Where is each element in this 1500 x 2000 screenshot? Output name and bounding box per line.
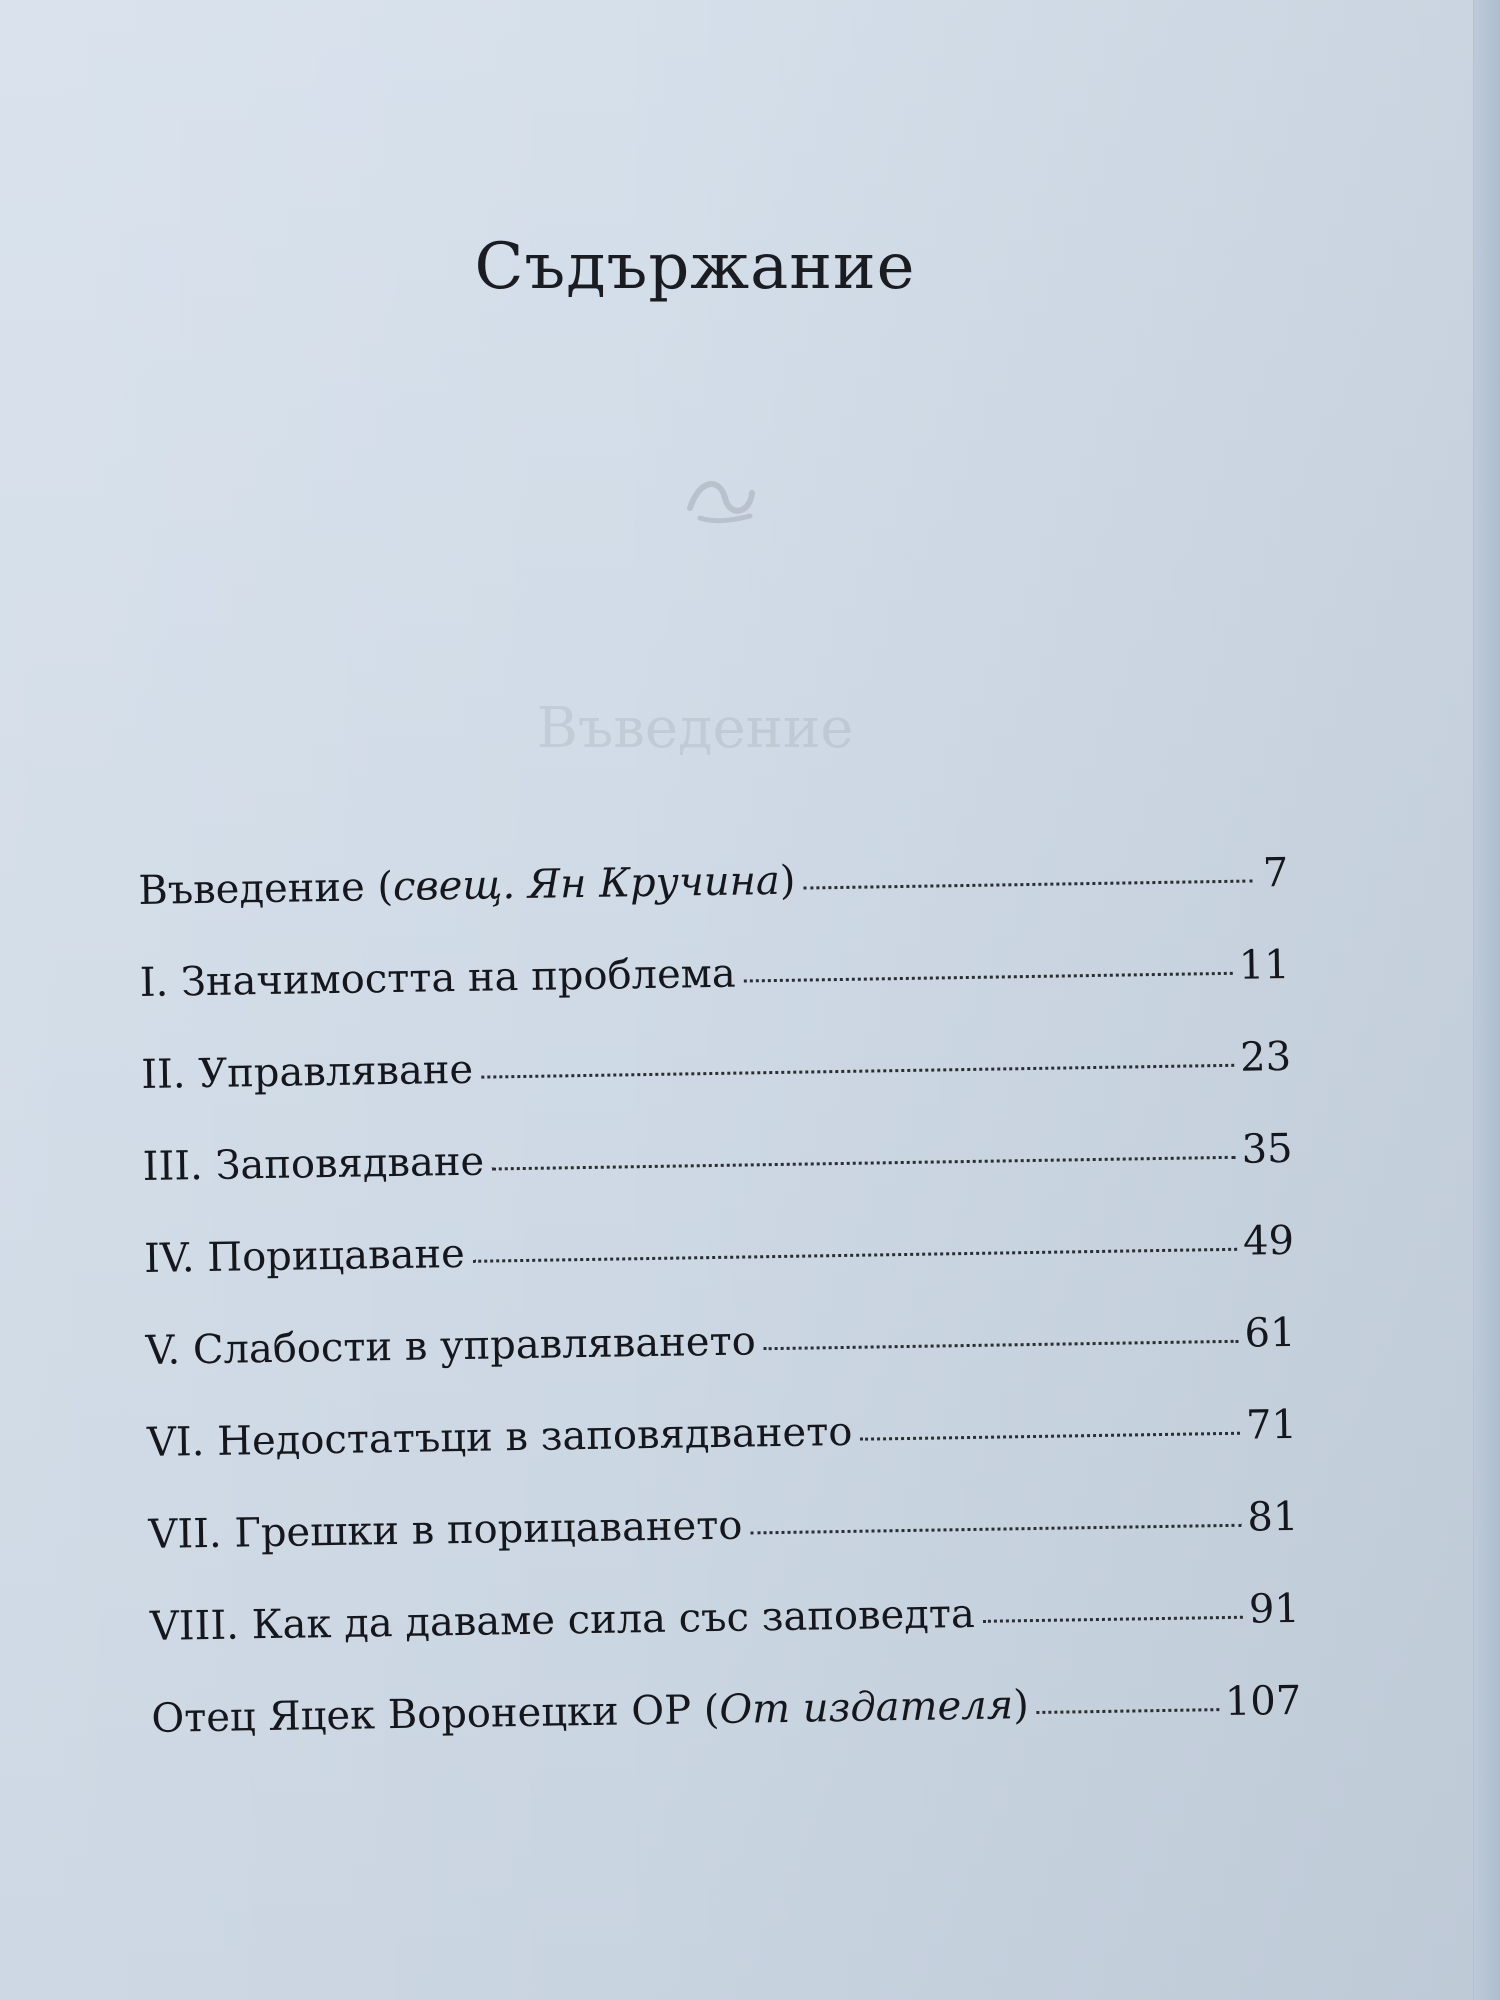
dot-leader (764, 1340, 1239, 1350)
toc-page-number: 81 (1247, 1493, 1299, 1541)
dot-leader (750, 1524, 1241, 1535)
toc-entry-label: I. Значимостта на проблема (139, 950, 736, 1006)
toc-page-number: 61 (1244, 1309, 1296, 1357)
toc-entry-label: IV. Порицаване (143, 1230, 466, 1282)
toc-entry[interactable] (138, 850, 1289, 960)
page-title: Съдържание (474, 230, 916, 304)
toc-entry-title (147, 1409, 853, 1466)
dot-leader (860, 1432, 1240, 1441)
toc-entry-label: II. Управляване (140, 1046, 474, 1098)
toc-entry-paren: ) (1012, 1682, 1030, 1729)
toc-entry-title (144, 1231, 465, 1282)
toc-page-number: 11 (1238, 941, 1291, 989)
toc-entry-author: свещ. Ян Кручина (392, 857, 781, 910)
toc-entry-label: VI. Недостатъци в заповядването (146, 1408, 853, 1466)
toc-entry-title (139, 951, 736, 1006)
toc-entry-title (148, 1503, 743, 1558)
dot-leader (744, 972, 1233, 983)
table-of-contents (138, 850, 1302, 1788)
toc-entry[interactable] (142, 1126, 1293, 1236)
dot-leader (1037, 1708, 1219, 1714)
toc-entry[interactable] (151, 1678, 1302, 1788)
dot-leader (803, 879, 1252, 889)
toc-page-number: 23 (1239, 1033, 1292, 1081)
dot-leader (983, 1616, 1243, 1623)
toc-entry-author: От издателя (719, 1682, 1014, 1733)
toc-page-number: 49 (1242, 1217, 1295, 1265)
page-edge (1473, 0, 1500, 2000)
toc-entry-label: V. Слабости в управляването (145, 1318, 757, 1374)
dot-leader (473, 1248, 1237, 1263)
toc-entry[interactable] (150, 1586, 1301, 1696)
toc-page-number: 107 (1224, 1677, 1302, 1726)
toc-entry[interactable] (141, 1034, 1292, 1144)
toc-entry-title (145, 1318, 756, 1374)
toc-entry-label: VIII. Как да даваме сила със заповедта (149, 1590, 976, 1650)
toc-page-number: 7 (1262, 849, 1289, 897)
toc-entry[interactable] (145, 1310, 1296, 1420)
toc-entry[interactable] (144, 1218, 1295, 1328)
toc-entry-title (141, 1047, 474, 1098)
dot-leader (492, 1156, 1236, 1171)
toc-entry-label: Въведение ( (138, 864, 394, 914)
toc-page-number: 91 (1248, 1585, 1301, 1633)
toc-entry-title (142, 1139, 484, 1190)
toc-entry-label: VII. Грешки в порицаването (148, 1502, 743, 1558)
ornament-icon (680, 468, 760, 528)
toc-entry-title (138, 858, 796, 914)
toc-page-number: 71 (1245, 1401, 1298, 1449)
toc-entry[interactable] (147, 1402, 1298, 1512)
toc-entry-paren: ) (779, 857, 796, 904)
show-through-text: Въведение (536, 696, 854, 761)
toc-entry[interactable] (139, 942, 1290, 1052)
toc-entry[interactable] (148, 1494, 1299, 1604)
toc-page-number: 35 (1241, 1125, 1293, 1173)
dot-leader (481, 1064, 1234, 1079)
toc-entry-label: III. Заповядване (142, 1138, 485, 1190)
toc-entry-label: Отец Яцек Воронецки OP ( (151, 1686, 720, 1742)
